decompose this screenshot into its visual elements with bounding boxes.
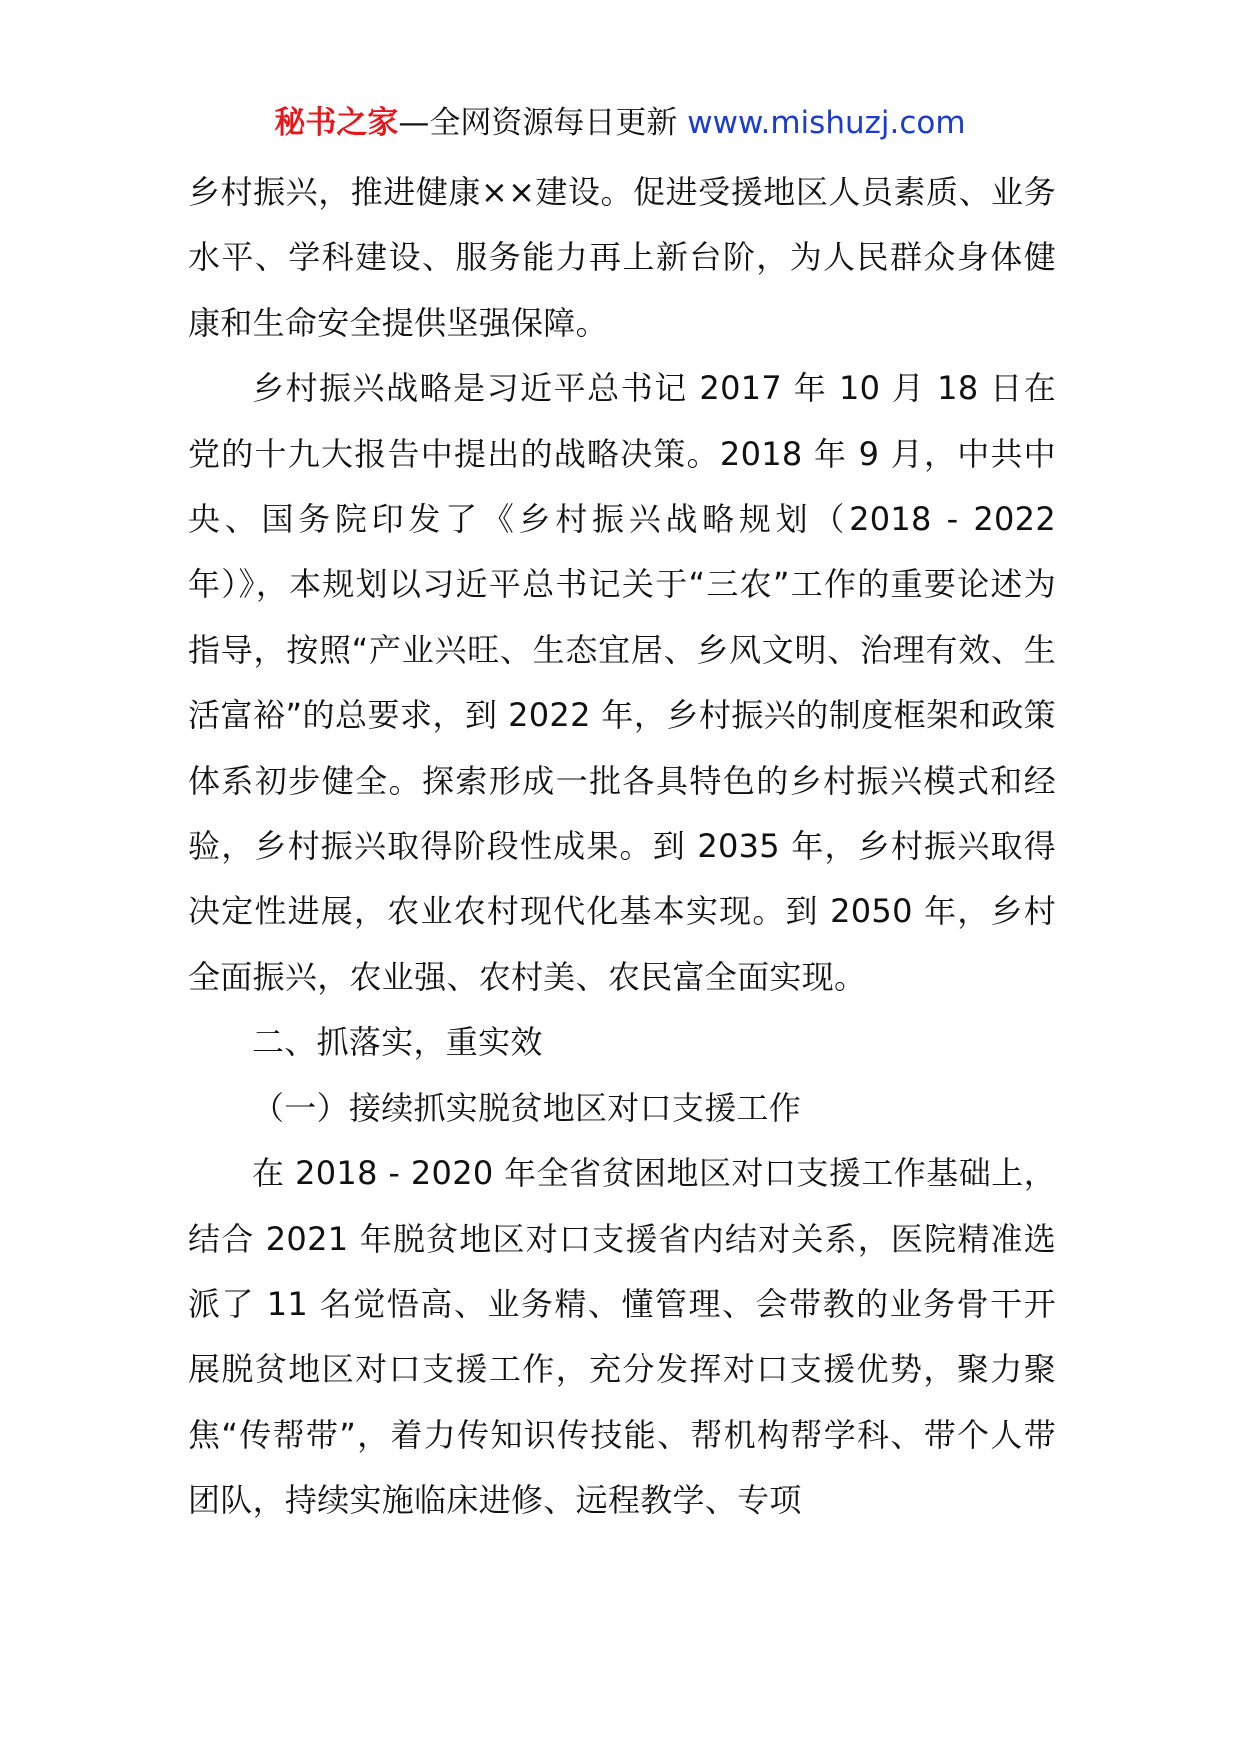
header-slogan: —全网资源每日更新 xyxy=(398,105,678,141)
page-header xyxy=(0,100,1240,146)
subsection-heading: （一）接续抓实脱贫地区对口支援工作 xyxy=(252,1088,802,1127)
document-body xyxy=(188,160,1056,1534)
paragraph-strategy: 乡村振兴战略是习近平总书记 2017 年 10 月 18 日在党的十九大报告中提出的战略决策。2018 年 9 月，中共中央、国务院印发了《乡村振兴战略规划（2018 - 2022 年）》，本规划以习近平总书记关于“三农”工作的重要论述为指导，按照“产业兴旺、生态宜居、乡风文明、治理有效、生活富裕”的总要求，到 2022 年，乡村振兴的制度框架和政策体系初步健全。探索形成一批各具特色的乡村振兴模式和经验，乡村振兴取得阶段性成果。到 2035 年，乡村振兴取得决定性进展，农业农村现代化基本实现。到 2050 年，乡村全面振兴，农业强、农村美、农民富全面实现。 xyxy=(188,369,1056,996)
header-brand: 秘书之家 xyxy=(274,105,399,141)
paragraph-support-work: 在 2018 - 2020 年全省贫困地区对口支援工作基础上，结合 2021 年脱贫地区对口支援省内结对关系，医院精准选派了 11 名觉悟高、业务精、懂管理、会带教的业务骨干开展脱贫地区对口支援工作，充分发挥对口支援优势，聚力聚焦“传帮带”，着力传知识传技能、帮机构帮学科、带个人带团队，持续实施临床进修、远程教学、专项 xyxy=(188,1154,1056,1520)
header-url[interactable]: www.mishuzj.com xyxy=(687,105,966,141)
section-heading: 二、抓落实，重实效 xyxy=(252,1023,543,1062)
paragraph-continuation: 乡村振兴，推进健康××建设。促进受援地区人员素质、业务水平、学科建设、服务能力再上新台阶，为人民群众身体健康和生命安全提供坚强保障。 xyxy=(188,173,1056,342)
